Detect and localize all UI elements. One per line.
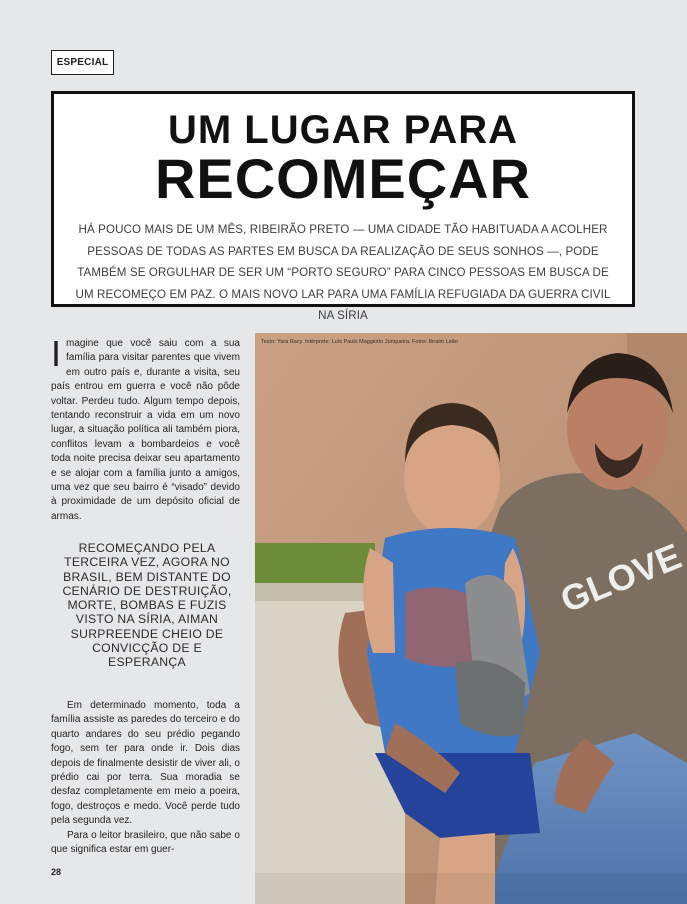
shirt-print: GLOVE (554, 535, 687, 621)
drop-cap: I (51, 333, 62, 374)
headline-line-1: UM LUGAR PARA (167, 108, 518, 152)
paragraph-1-text: magine que você saiu com a sua família para visitar parentes que vivem em outro país e, durante a visita, seu país entrou em guerra e você não pôde voltar. Perdeu tudo. Algum tempo depois, tentando reconstruir a vida em um novo lugar, a situação política ali também piora, conflitos levam a bombardeios e você toda noite precisa deixar seu apartamento e se alojar com a família junto a amigos, uma vez que seu bairro é “visado” devido à proximidade de um depósito oficial de armas. (51, 338, 240, 522)
article-paragraphs-2 (51, 699, 240, 857)
headline-line-2: RECOMEÇAR (154, 147, 532, 210)
section-tag: ESPECIAL (51, 50, 114, 75)
page-number: 28 (51, 867, 62, 877)
article-photo (255, 333, 687, 904)
photo-credit: Texto: Yara Racy. Intérprete: Luís Paulo Maggiotto Junqueira. Fotos: Ibraim Leão (261, 339, 458, 345)
photo-illustration (255, 333, 687, 904)
headline-box (51, 91, 635, 322)
lede-paragraph: HÁ POUCO MAIS DE UM MÊS, RIBEIRÃO PRETO — UMA CIDADE TÃO HABITUADA A ACOLHER PESSOAS DE TODAS AS PARTES EM BUSCA DA REALIZAÇÃO DE SEUS SONHOS —, PODE TAMBÉM SE ORGULHAR DE SER UM “PORTO SEGURO” PARA CINCO PESSOAS EM BUSCA DE UM RECOMEÇO EM PAZ. O MAIS NOVO LAR PARA UMA FAMÍLIA REFUGIADA DA GUERRA CIVIL NA SÍRIA (75, 223, 611, 322)
article-paragraph-1 (51, 333, 240, 524)
pull-quote: RECOMEÇANDO PELA TERCEIRA VEZ, AGORA NO BRASIL, BEM DISTANTE DO CENÁRIO DE DESTRUIÇÃO, MORTE, BOMBAS E FUZIS VISTO NA SÍRIA, AIMAN SURPREENDE CHEIO DE CONVICÇÃO DE E ESPERANÇA (62, 541, 232, 670)
paragraph-2: Em determinado momento, toda a família assiste as paredes do terceiro e do quarto andares do seu prédio pegando fogo, sem ter para onde ir. Dois dias depois de finalmente desistir de viver ali, o prédio cai por terra. Sua moradia se desfaz completamente em meio a poeira, fogo, destroços e medo. Você perde tudo pela segunda vez. (51, 700, 240, 827)
paragraph-3: Para o leitor brasileiro, que não sabe o que significa estar em guer- (51, 829, 240, 856)
